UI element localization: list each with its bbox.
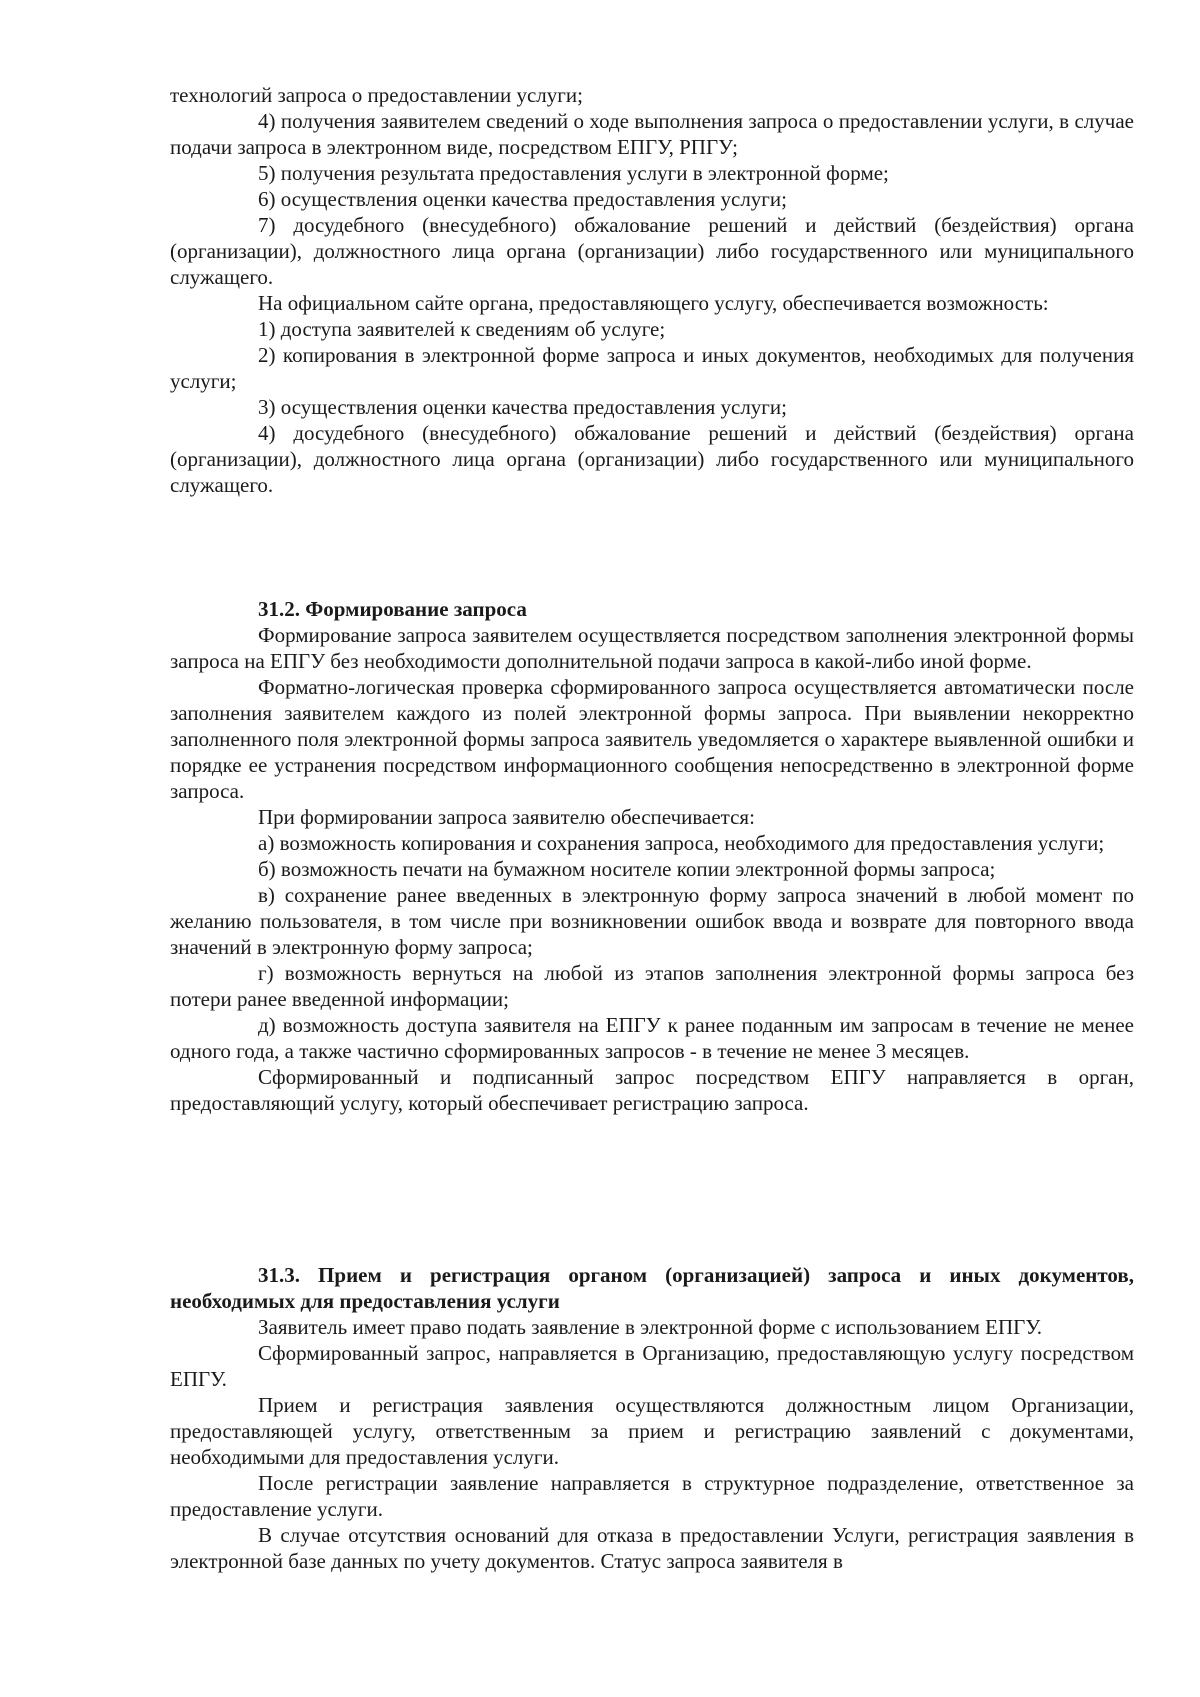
site-item-2-copy: 2) копирования в электронной форме запроса и иных документов, необходимых для получения услуги; [170, 343, 1134, 393]
list-item-7-appeal: 7) досудебного (внесудебного) обжалование решений и действий (бездействия) органа (организации), должностного лица органа (организации) либо государственного или муниципального служащего. [170, 213, 1134, 289]
site-item-1-access: 1) доступа заявителей к сведениям об услуге; [258, 317, 666, 341]
list-item-b: б) возможность печати на бумажном носителе копии электронной формы запроса; [258, 857, 996, 881]
site-item-4-appeal: 4) досудебного (внесудебного) обжалование решений и действий (бездействия) органа (организации), должностного лица органа (организации) либо государственного или муниципального служащего. [170, 421, 1134, 497]
list-item-v: в) сохранение ранее введенных в электронную форму запроса значений в любой момент по желанию пользователя, в том числе при возникновении ошибок ввода и возврате для повторного ввода значений в электронную форму запроса; [170, 883, 1134, 959]
paragraph: Формирование запроса заявителем осуществляется посредством заполнения электронной формы запроса на ЕПГУ без необходимости дополнительной подачи запроса в какой-либо иной форме. [170, 623, 1134, 673]
paragraph: Прием и регистрация заявления осуществляются должностным лицом Организации, предоставляющей услугу, ответственным за прием и регистрацию заявлений с документами, необходимыми для предоставления услуги. [170, 1393, 1134, 1469]
paragraph: В случае отсутствия оснований для отказа в предоставлении Услуги, регистрация заявления в электронной базе данных по учету документов. Статус запроса заявителя в [170, 1523, 1134, 1573]
list-item-5-result: 5) получения результата предоставления услуги в электронной форме; [258, 161, 889, 185]
list-item-a: а) возможность копирования и сохранения запроса, необходимого для предоставления услуги; [258, 831, 1105, 855]
official-site-paragraph: На официальном сайте органа, предоставляющего услугу, обеспечивается возможность: [258, 291, 1049, 315]
paragraph: Сформированный запрос, направляется в Организацию, предоставляющую услугу посредством ЕПГУ. [170, 1341, 1134, 1391]
services-availability-block [170, 82, 1134, 498]
section-31-3 [170, 1262, 1134, 1574]
paragraph: Сформированный и подписанный запрос посредством ЕПГУ направляется в орган, предоставляющий услугу, который обеспечивает регистрацию запроса. [170, 1065, 1134, 1115]
site-item-3-quality: 3) осуществления оценки качества предоставления услуги; [258, 395, 787, 419]
paragraph: Форматно-логическая проверка сформированного запроса осуществляется автоматически после заполнения заявителем каждого из полей электронной формы запроса. При выявлении некорректно заполненного поля электронной формы запроса заявитель уведомляется о характере выявленной ошибки и порядке ее устранения посредством информационного сообщения непосредственно в электронной форме запроса. [170, 675, 1134, 803]
list-item-4-status: 4) получения заявителем сведений о ходе выполнения запроса о предоставлении услуги, в случае подачи запроса в электронном виде, посредством ЕПГУ, РПГУ; [170, 109, 1134, 159]
paragraph-continuation: технологий запроса о предоставлении услуги; [170, 83, 583, 107]
section-31-2 [170, 596, 1134, 1116]
paragraph: При формировании запроса заявителю обеспечивается: [258, 805, 755, 829]
list-item-g: г) возможность вернуться на любой из этапов заполнения электронной формы запроса без потери ранее введенной информации; [170, 961, 1134, 1011]
section-heading: 31.3. Прием и регистрация органом (организацией) запроса и иных документов, необходимых для предоставления услуги [170, 1263, 1134, 1313]
paragraph: Заявитель имеет право подать заявление в электронной форме с использованием ЕПГУ. [258, 1315, 1043, 1339]
list-item-d: д) возможность доступа заявителя на ЕПГУ к ранее поданным им запросам в течение не менее одного года, а также частично сформированных запросов - в течение не менее 3 месяцев. [170, 1013, 1134, 1063]
list-item-6-quality: 6) осуществления оценки качества предоставления услуги; [258, 187, 787, 211]
section-heading: 31.2. Формирование запроса [258, 597, 527, 621]
paragraph: После регистрации заявление направляется в структурное подразделение, ответственное за предоставление услуги. [170, 1471, 1134, 1521]
